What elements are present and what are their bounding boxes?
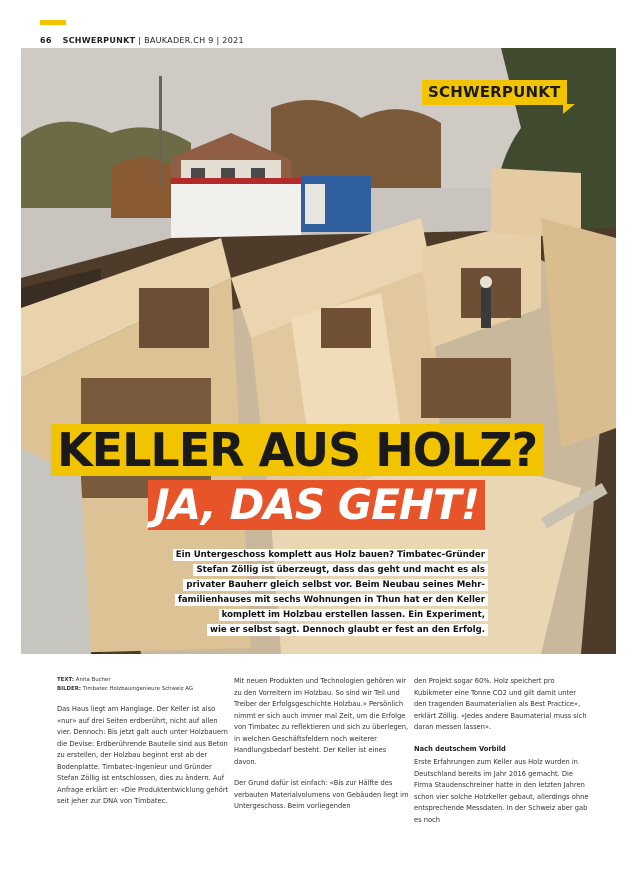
body-column-1 xyxy=(57,676,232,818)
body-paragraph: den Projekt sogar 60%. Holz speichert pro Kubikmeter eine Tonne CO2 und gilt damit unter den tragenden Baumaterialien als Best Practice», erklärt Zöllig. «Jedes andere Baumaterial muss sich daran messen lassen». xyxy=(414,677,587,731)
running-head xyxy=(40,36,244,45)
body-column-3 xyxy=(414,676,589,836)
body-paragraph: Erste Erfahrungen zum Keller aus Holz wurden in Deutschland bereits im Jahr 2016 gemacht. Die Firma Staudenschreiner hatte in den letzten Jahren schon vier solche Holzkeller gebaut, allerdings ohne entsprechende Messdaten. In der Schweiz aber gab es noch xyxy=(414,758,589,824)
lead-line: Ein Untergeschoss komplett aus Holz bauen? Timbatec-Gründer xyxy=(173,549,488,561)
section-label: SCHWERPUNKT xyxy=(62,36,136,45)
body-column-2 xyxy=(234,676,409,823)
lead-line: familienhauses mit sechs Wohnungen in Thun hat er den Keller xyxy=(175,594,488,606)
text-credit-label: TEXT: xyxy=(57,677,75,683)
section-tag-tail xyxy=(563,104,575,114)
text-credit: Anita Bucher xyxy=(75,677,111,683)
image-credit-label: BILDER: xyxy=(57,686,82,692)
body-paragraph: Mit neuen Produkten und Technologien gehören wir zu den Vorreitern im Holzbau. So sind wir Teil und Treiber der Erfolgsgeschichte Holzbau.» Persönlich nimmt er sich auch immer mal Zeit, um die Erfolge von Timbatec zu reflektieren und sich zu überlegen, in welchen Geschäftsfeldern noch weiterer Handlungsbedarf besteht. Der Keller ist eines davon. xyxy=(234,677,409,766)
credits xyxy=(57,676,232,694)
lead-line: komplett im Holzbau erstellen lassen. Ein Experiment, xyxy=(219,609,488,621)
issue-label: 9 | 2021 xyxy=(208,36,244,45)
lead-line: wie er selbst sagt. Dennoch glaubt er fest an den Erfolg. xyxy=(207,624,488,636)
publication-label: BAUKADER.CH xyxy=(144,36,206,45)
lead-line: privater Bauherr gleich selbst vor. Beim Neubau seines Mehr- xyxy=(183,579,488,591)
section-subheading: Nach deutschem Vorbild xyxy=(414,744,506,753)
image-credit: Timbatec Holzbauingenieure Schweiz AG xyxy=(82,686,194,692)
page-number: 66 xyxy=(40,36,52,45)
lead-paragraph xyxy=(140,548,488,638)
separator: | xyxy=(138,36,142,45)
accent-bar xyxy=(40,20,66,25)
section-tag: SCHWERPUNKT xyxy=(422,80,567,105)
subheadline: JA, DAS GEHT! xyxy=(148,480,485,530)
body-paragraph: Das Haus liegt am Hanglage. Der Keller ist also «nur» auf drei Seiten erdberührt, nicht auf allen vier. Dennoch: Bis jetzt galt auch unter Holzbauern die Devise: Erdberührende Bauteile sind aus Beton zu erstellen, der Holzbau beginnt erst ab der Bodenplatte. Timbatec-Ingenieur und Gründer Stefan Zöllig ist entschlossen, dies zu ändern. Auf Anfrage erklärt er: «Die Produktentwicklung gehört seit jeher zur DNA von Timbatec. xyxy=(57,705,229,805)
headline: KELLER AUS HOLZ? xyxy=(51,424,543,476)
body-paragraph: Der Grund dafür ist einfach: «Bis zur Hälfte des verbauten Materialvolumens von Gebäuden liegt im Untergeschoss. Beim vorliegenden xyxy=(234,779,409,810)
lead-line: Stefan Zöllig ist überzeugt, dass das geht und macht es als xyxy=(193,564,488,576)
